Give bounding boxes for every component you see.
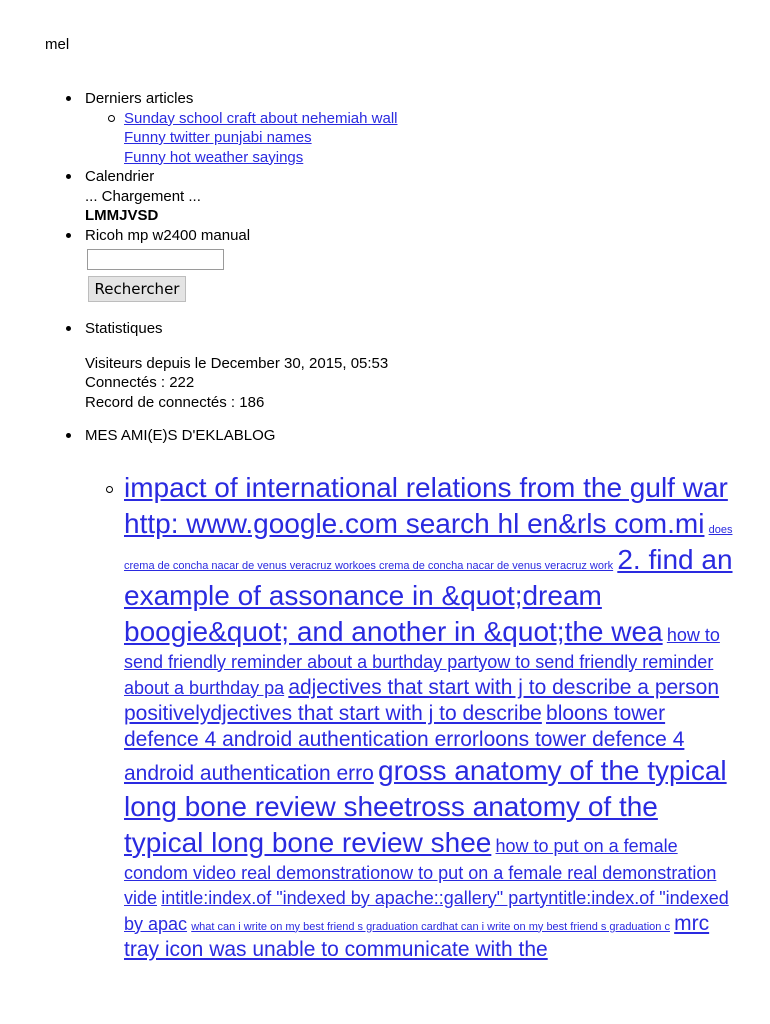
tag-cloud-link[interactable]: impact of international relations from the gulf war http: www.google.com search hl en&rls com.mi	[124, 471, 728, 539]
tag-cloud-links	[124, 470, 745, 963]
search-heading: Ricoh mp w2400 manual	[85, 226, 251, 244]
calendar-weekday-header: LMMJVSD	[85, 207, 159, 224]
tag-cloud-link[interactable]: mrc tray icon was unable to communicate with the	[124, 911, 710, 961]
tag-cloud-link[interactable]: adjectives that start with j to describe a person positivelydjectives that start with j to describe	[124, 675, 720, 725]
calendar-loading-text: ... Chargement ...	[85, 187, 201, 205]
stat-visitors-since: Visiteurs depuis le December 30, 2015, 05:53	[85, 354, 389, 372]
stat-connected: Connectés : 222	[85, 374, 195, 391]
tag-cloud-link[interactable]: does crema de concha nacar de venus veracruz workoes crema de concha nacar de venus veracruz work	[124, 523, 733, 572]
statistics-heading: Statistiques	[85, 320, 163, 337]
sidebar-widgets	[85, 89, 745, 963]
search-button[interactable]: Rechercher	[88, 276, 186, 302]
tag-cloud-link[interactable]: what can i write on my best friend s graduation cardhat can i write on my best friend s graduation c	[191, 920, 670, 933]
widget-friends	[85, 426, 745, 963]
search-input[interactable]	[87, 249, 224, 270]
widget-search	[85, 226, 745, 303]
tag-cloud	[124, 470, 745, 963]
recent-articles-heading: Derniers articles	[85, 90, 194, 107]
recent-article-link[interactable]: Funny twitter punjabi names	[124, 129, 312, 146]
recent-articles-list	[85, 109, 745, 168]
tag-cloud-link[interactable]: how to send friendly reminder about a burthday partyow to send friendly reminder about a burthday pa	[124, 624, 720, 698]
recent-article-link[interactable]: Sunday school craft about nehemiah wall	[124, 109, 398, 127]
list-item	[124, 128, 745, 148]
tag-cloud-link[interactable]: 2. find an example of assonance in &quot;dream boogie&quot; and another in &quot;the wea	[124, 543, 733, 647]
friends-heading: MES AMI(E)S D'EKLABLOG	[85, 427, 276, 444]
calendar-heading: Calendrier	[85, 168, 155, 185]
statistics-values	[85, 354, 745, 413]
widget-recent-articles	[85, 89, 745, 167]
widget-statistics	[85, 319, 745, 412]
list-item	[124, 109, 745, 129]
tag-cloud-link[interactable]: intitle:index.of "indexed by apache::gallery" partyntitle:index.of "indexed by apac	[124, 887, 729, 934]
recent-article-link[interactable]: Funny hot weather sayings	[124, 148, 304, 166]
tag-cloud-link[interactable]: how to put on a female condom video real demonstrationow to put on a female real demonstration vide	[124, 835, 717, 908]
tag-cloud-link[interactable]: bloons tower defence 4 android authentication errorloons tower defence 4 android authentication erro	[124, 701, 685, 785]
site-title: mel	[45, 36, 70, 53]
stat-record-connected: Record de connectés : 186	[85, 393, 265, 411]
widget-calendar	[85, 167, 745, 226]
tag-cloud-link[interactable]: gross anatomy of the typical long bone review sheetross anatomy of the typical long bone review shee	[124, 754, 727, 858]
friends-list	[85, 470, 745, 963]
list-item	[124, 148, 745, 168]
